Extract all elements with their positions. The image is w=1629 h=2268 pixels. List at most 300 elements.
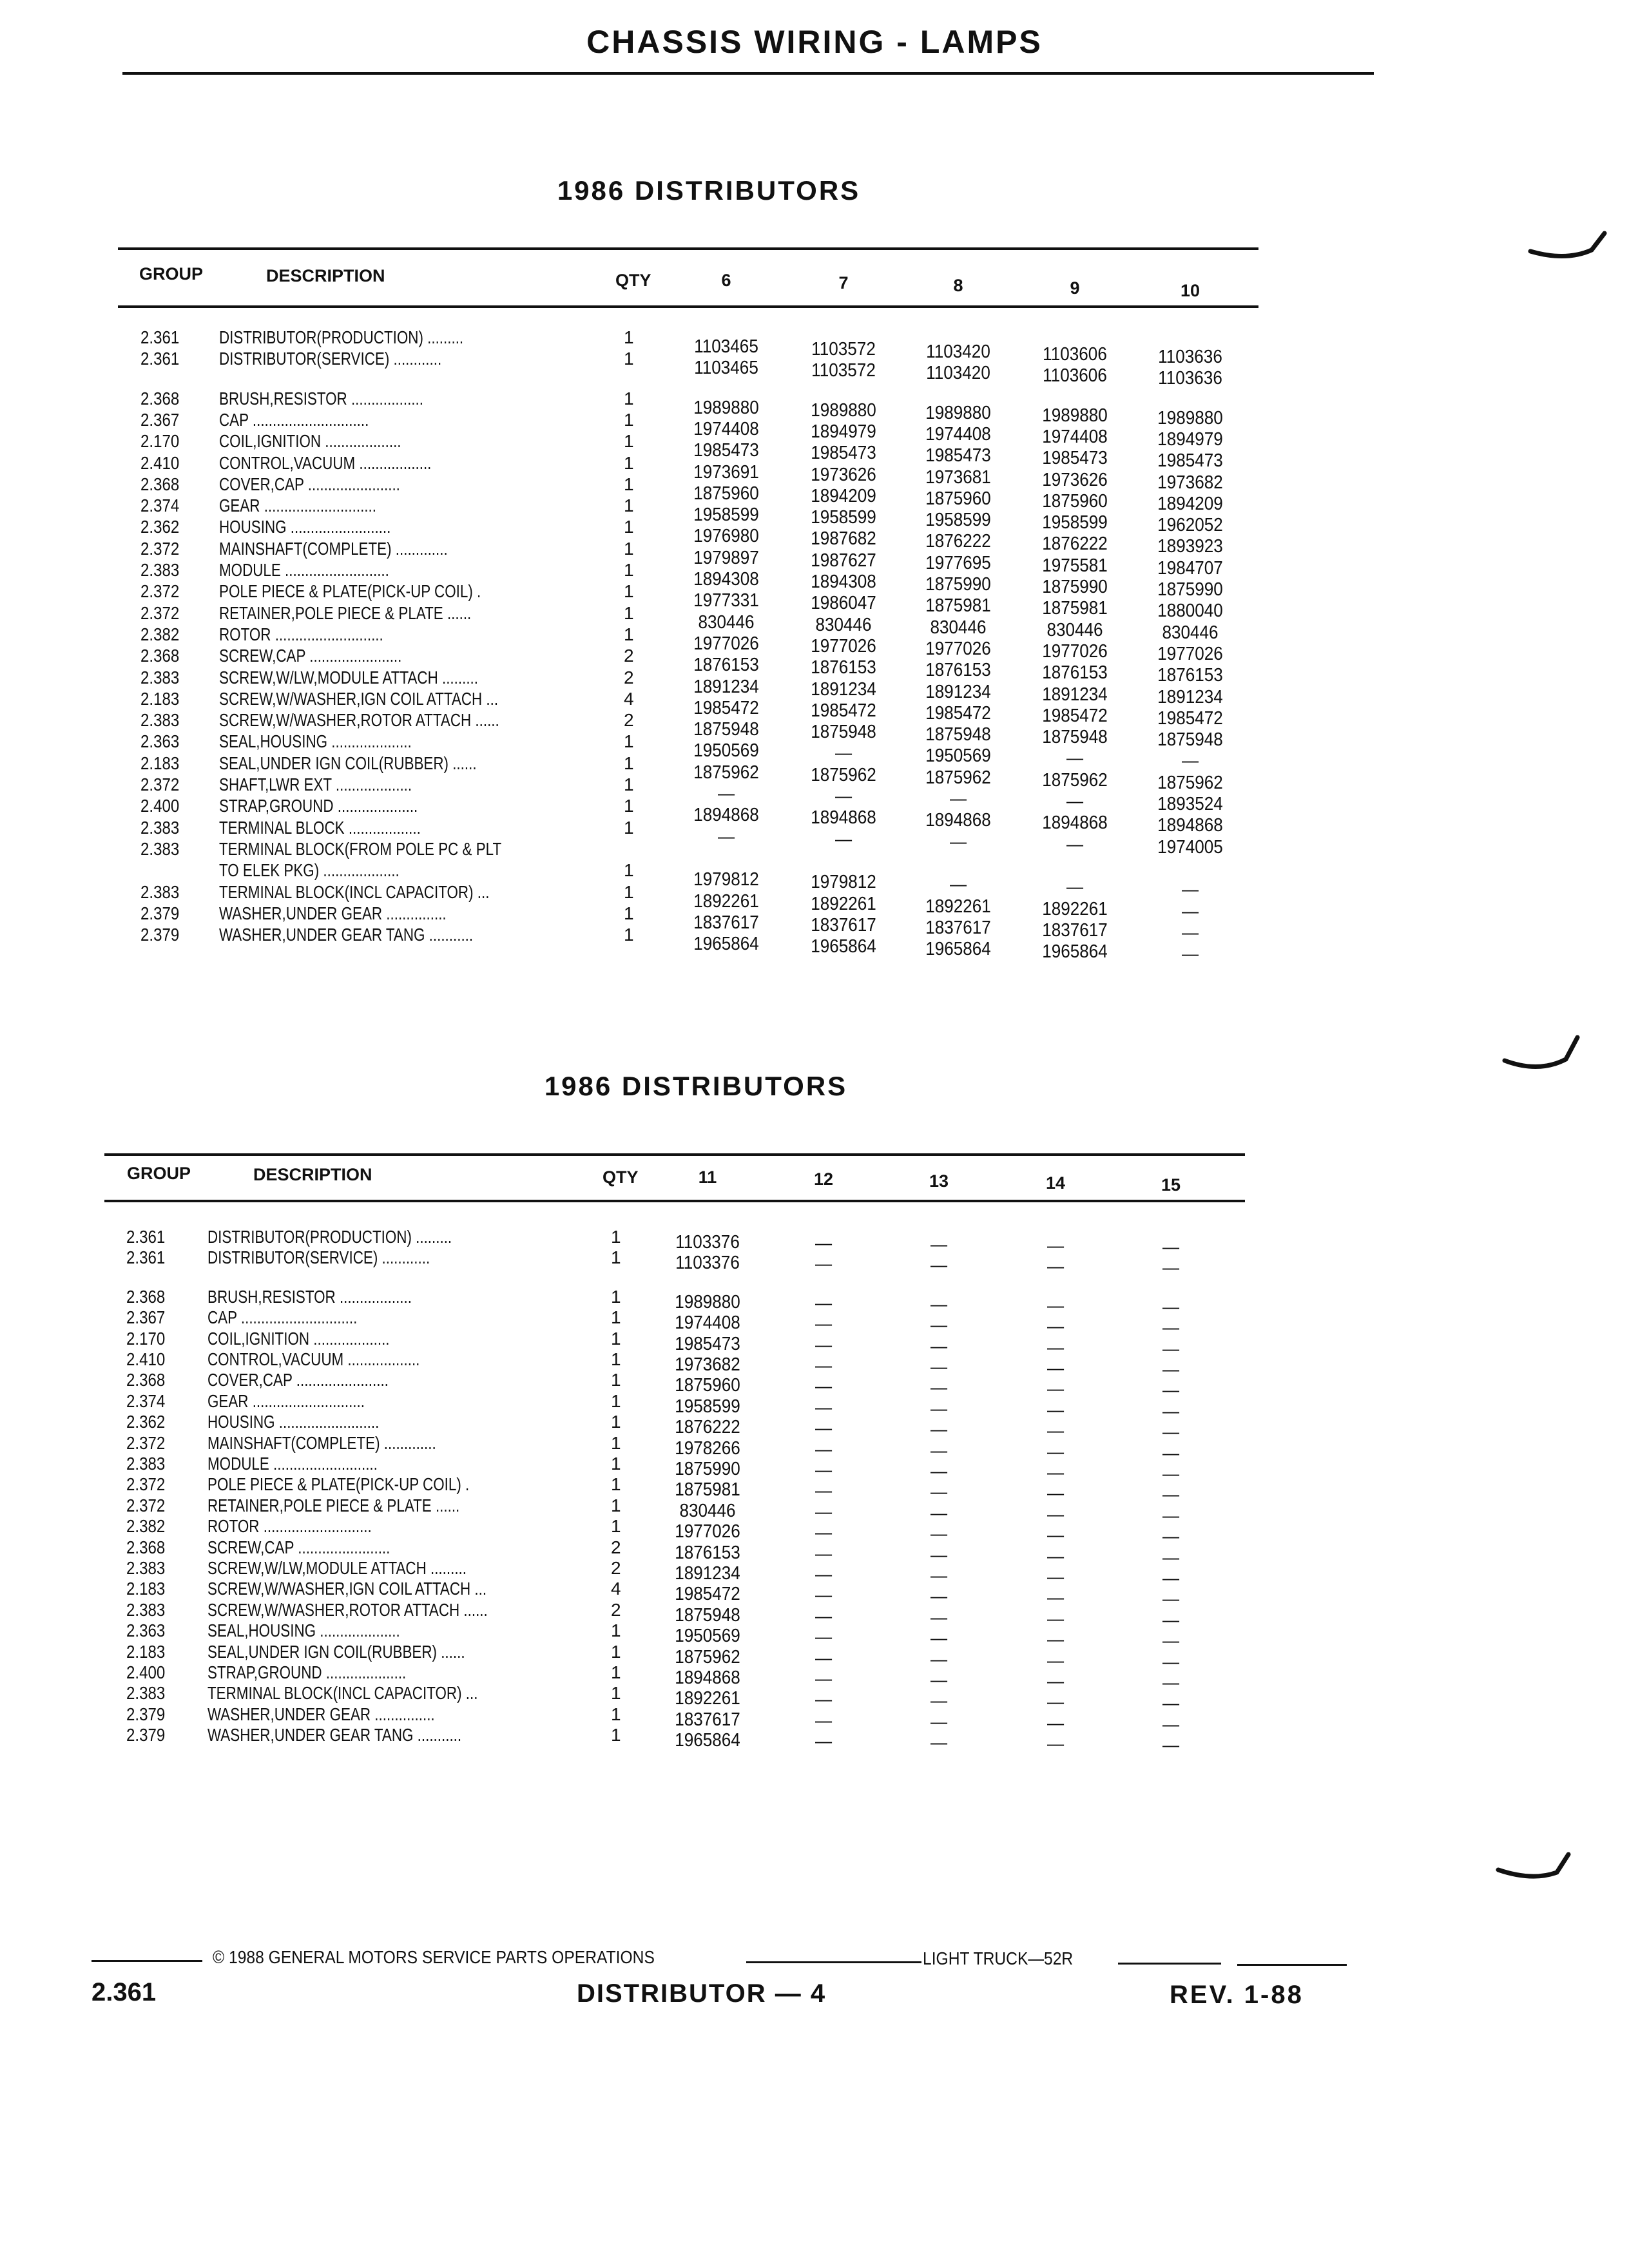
group-code: 2.368 [126,1286,166,1307]
table-2-title: 1986 DISTRIBUTORS [544,1071,848,1101]
part-qty: 1 [611,1641,621,1662]
part-number: 1950569 [925,745,991,767]
part-description: WASHER,UNDER GEAR TANG ........... [219,925,474,945]
part-number: 1973626 [1042,469,1108,490]
part-number: 1103606 [1043,344,1107,365]
group-code: 2.367 [140,409,180,430]
footer-copyright: © 1988 GENERAL MOTORS SERVICE PARTS OPERATIONS [213,1947,655,1967]
part-number: — [815,1314,833,1335]
group-code: 2.383 [126,1599,166,1620]
part-number: 1894308 [811,572,876,592]
part-number: 1103376 [675,1232,740,1253]
part-qty: 1 [611,1307,621,1328]
part-description: STRAP,GROUND .................... [207,1662,407,1682]
part-number: 1894868 [675,1667,740,1688]
part-number: — [815,1564,833,1585]
part-number: — [930,1566,948,1586]
part-number: 1103606 [1043,365,1107,387]
part-number: — [949,874,967,896]
footer-series: LIGHT TRUCK—52R [923,1948,1074,1968]
part-number: — [930,1628,948,1649]
part-description: SEAL,HOUSING .................... [219,731,412,752]
part-number: — [1162,1422,1180,1443]
part-number: — [1162,1296,1180,1318]
table-2-col-header: 14 [1045,1173,1066,1193]
part-qty: 1 [611,1370,621,1390]
part-number: 1892261 [675,1688,740,1709]
part-description: ROTOR ........................... [207,1516,372,1537]
part-description: SCREW,W/LW,MODULE ATTACH ......... [219,667,478,687]
part-number: — [1162,1610,1180,1631]
group-code: 2.183 [126,1579,166,1599]
part-number: 1103420 [926,363,990,384]
part-description: ROTOR ........................... [219,624,383,644]
part-qty: 1 [611,1227,621,1247]
part-qty: 1 [624,925,634,945]
group-code: 2.361 [126,1227,166,1247]
table-row [0,1247,1629,1279]
part-number: — [1162,1338,1180,1360]
table-1-col-header: 9 [1070,278,1080,298]
footer-rule [746,1961,921,1963]
part-number: — [930,1691,948,1712]
part-number: 1837617 [693,912,759,933]
part-number: — [1046,1734,1065,1755]
page-title: CHASSIS WIRING - LAMPS [586,24,1043,60]
part-description: SCREW,W/WASHER,IGN COIL ATTACH ... [219,688,499,709]
part-number: — [815,1334,833,1356]
part-number: — [815,1397,833,1418]
part-description: WASHER,UNDER GEAR ............... [207,1704,435,1724]
part-number: 1987682 [811,528,876,550]
part-qty: 2 [624,710,634,731]
part-qty: 1 [624,881,634,902]
part-number: — [815,1481,833,1502]
part-number: — [930,1586,948,1608]
part-description: SEAL,HOUSING .................... [207,1620,400,1641]
group-code: 2.362 [140,517,180,537]
part-number: 1875960 [925,488,991,509]
part-number: — [815,1627,833,1648]
group-code: 2.372 [140,774,180,794]
part-number: — [834,743,853,764]
part-number: 1103465 [694,336,758,357]
part-qty: 2 [624,646,634,666]
part-number: 1875948 [811,722,876,743]
part-number: — [815,1501,833,1523]
part-number: — [930,1607,948,1628]
part-number: — [1162,1673,1180,1693]
part-number: 830446 [930,617,987,638]
part-number: 1876222 [1042,533,1108,555]
part-number: 1985472 [1042,705,1108,726]
part-number: 1875990 [925,574,991,595]
part-description: MAINSHAFT(COMPLETE) ............. [219,538,448,559]
part-number: — [949,789,967,809]
part-number: — [1162,1401,1180,1422]
part-number: — [815,1376,833,1398]
group-code: 2.368 [140,646,180,666]
part-number: 1974408 [925,423,991,445]
part-number: — [815,1543,833,1564]
part-qty: 1 [624,517,634,537]
group-code: 2.372 [126,1474,166,1495]
part-number: — [1162,1443,1180,1464]
group-code: 2.383 [126,1683,166,1704]
part-description: COIL,IGNITION ................... [207,1328,390,1349]
part-number: — [815,1460,833,1481]
group-code: 2.361 [140,327,180,347]
part-qty: 1 [611,1516,621,1537]
table-2-header-rule [104,1200,1245,1202]
group-code: 2.374 [126,1390,166,1411]
part-number: 1958599 [693,505,759,526]
part-qty: 1 [624,796,634,816]
part-number: — [1181,922,1199,943]
table-row [0,1662,1629,1693]
part-number: — [1046,1608,1065,1629]
part-number: 1103376 [675,1253,740,1274]
part-number: — [815,1439,833,1460]
part-number: 1891234 [1042,684,1108,705]
part-number: 1103420 [926,341,990,362]
part-description: BRUSH,RESISTOR .................. [219,388,423,408]
part-number: — [1046,1463,1065,1483]
part-description: POLE PIECE & PLATE(PICK-UP COIL) . [219,581,481,602]
part-qty: 1 [624,452,634,473]
part-number: — [930,1294,948,1315]
part-description: HOUSING ......................... [219,517,391,537]
part-number: 1985472 [675,1584,740,1605]
group-code: 2.367 [126,1307,166,1328]
part-qty: 1 [624,602,634,623]
part-number: 830446 [698,611,755,633]
part-number: — [1046,1316,1065,1338]
part-number: — [930,1255,948,1276]
part-number: 1976980 [693,526,759,547]
part-qty: 1 [611,1349,621,1369]
part-number: 1875960 [675,1375,740,1396]
part-number: — [1181,751,1199,772]
part-number: 1965864 [693,934,759,955]
part-number: 1894979 [1157,428,1223,450]
part-number: — [930,1711,948,1733]
check-mark-icon [1495,1849,1579,1888]
part-number: — [834,829,853,850]
part-number: — [1162,1318,1180,1339]
part-number: 1875962 [675,1646,740,1667]
part-number: 1989880 [675,1291,740,1312]
part-number: 1965864 [811,936,876,957]
table-2-col-header: 12 [813,1169,834,1189]
part-number: 1985472 [693,697,759,718]
group-code: 2.183 [140,688,180,709]
part-qty: 1 [611,1286,621,1307]
title-rule [122,72,1374,75]
group-code: 2.379 [126,1725,166,1745]
part-number: 1977026 [1042,640,1108,662]
part-number: 1894868 [1157,815,1223,836]
part-number: 1965864 [675,1730,740,1751]
part-description: COVER,CAP ....................... [219,474,400,494]
part-description: CAP ............................. [207,1307,358,1328]
part-number: — [930,1733,948,1754]
part-number: — [1046,1692,1065,1713]
group-code: 2.183 [140,753,180,773]
part-number: 1876222 [675,1417,740,1438]
footer-group-code: 2.361 [92,1978,157,2006]
part-number: 1875948 [925,724,991,745]
part-number: 1891234 [675,1563,740,1584]
part-number: 1837617 [1042,919,1108,941]
part-qty: 1 [624,409,634,430]
part-qty: 1 [611,1683,621,1704]
part-qty: 1 [624,817,634,838]
part-number: 1875990 [675,1459,740,1479]
part-number: 1985472 [1157,707,1223,729]
part-qty: 1 [611,1247,621,1268]
part-number: — [1046,1441,1065,1463]
part-number: — [1046,1399,1065,1421]
part-number: 1965864 [1042,941,1108,963]
part-number: — [815,1585,833,1606]
group-code: 2.383 [126,1558,166,1578]
part-number: 1875990 [1042,577,1108,597]
part-number: 1958599 [925,510,991,531]
group-code: 2.372 [140,602,180,623]
part-number: 1977331 [693,590,759,611]
part-number: 1876153 [693,655,759,676]
part-number: — [930,1503,948,1524]
part-number: 1979897 [693,547,759,568]
part-number: — [1162,1547,1180,1568]
part-number: — [1162,1380,1180,1401]
part-description: SCREW,CAP ....................... [207,1537,390,1557]
part-number: 1985473 [693,440,759,461]
part-number: 1837617 [811,914,876,936]
group-code: 2.383 [140,838,180,859]
part-number: 1875981 [675,1479,740,1501]
part-number: 1875962 [693,762,759,783]
part-number: 1876153 [1157,665,1223,686]
part-number: 830446 [815,614,872,635]
part-description: SEAL,UNDER IGN COIL(RUBBER) ...... [207,1641,465,1662]
part-qty: 1 [624,327,634,347]
part-number: 1894209 [811,485,876,506]
part-qty: 1 [611,1390,621,1411]
part-number: 1979812 [693,869,759,890]
part-number: 1891234 [693,676,759,697]
part-number: 1103572 [811,339,876,360]
part-number: — [1046,1379,1065,1400]
part-number: 1989880 [1157,407,1223,428]
part-qty: 1 [624,349,634,369]
group-code: 2.170 [126,1328,166,1349]
part-qty: 1 [624,860,634,881]
part-number: — [1162,1526,1180,1548]
part-number: 1987627 [811,550,876,571]
group-code: 2.372 [126,1495,166,1515]
part-description: TERMINAL BLOCK(FROM POLE PC & PLT [219,838,502,859]
part-number: — [1046,1504,1065,1525]
group-code: 2.383 [140,560,180,580]
part-number: 1880040 [1157,601,1223,622]
part-number: — [1162,1568,1180,1589]
part-number: — [1046,1358,1065,1379]
part-number: — [1046,1650,1065,1671]
part-qty: 4 [624,688,634,709]
part-number: 1103465 [694,358,758,379]
part-number: 1974408 [1042,426,1108,447]
part-number: 1974408 [693,418,759,439]
group-code: 2.372 [140,581,180,602]
part-number: — [930,1398,948,1419]
part-number: 1989880 [693,397,759,418]
group-code: 2.382 [140,624,180,644]
part-number: 1979812 [811,872,876,893]
part-number: 830446 [1162,622,1219,643]
table-1-col-header: 10 [1180,281,1200,300]
part-description: CONTROL,VACUUM .................. [219,452,432,473]
group-code: 2.383 [126,1454,166,1474]
part-number: 1837617 [675,1709,740,1730]
part-number: — [1066,791,1084,812]
table-1-title: 1986 DISTRIBUTORS [557,175,861,206]
table-1-col-header: 6 [721,271,731,290]
table-1-group-header: GROUP [139,264,204,284]
part-number: — [1162,1360,1180,1380]
part-number: — [930,1524,948,1545]
part-number: 1958599 [1042,512,1108,533]
part-number: 1875962 [1157,772,1223,793]
part-number: 1973682 [1157,472,1223,493]
group-code: 2.170 [140,431,180,452]
part-description: TERMINAL BLOCK(INCL CAPACITOR) ... [219,881,490,902]
part-number: — [930,1482,948,1503]
group-code: 2.400 [126,1662,166,1682]
part-number: 1973626 [811,464,876,485]
part-number: — [930,1357,948,1378]
part-number: 1978266 [675,1437,740,1459]
part-number: 1893524 [1157,794,1223,814]
part-number: 1875981 [1042,598,1108,619]
part-number: 1103636 [1158,347,1222,367]
part-number: — [1162,1631,1180,1652]
part-qty: 1 [624,538,634,559]
part-number: — [1046,1421,1065,1442]
part-description: STRAP,GROUND .................... [219,796,418,816]
part-number: — [1046,1483,1065,1504]
table-2-col-header: 13 [929,1171,949,1191]
part-description: WASHER,UNDER GEAR TANG ........... [207,1725,462,1745]
part-qty: 1 [624,731,634,752]
part-number: — [1181,879,1199,901]
part-number: — [1046,1546,1065,1567]
part-number: 1965864 [925,939,991,960]
group-code: 2.372 [140,538,180,559]
table-1-top-rule [118,247,1258,250]
part-number: 1973682 [675,1354,740,1375]
part-number: 1891234 [1157,686,1223,707]
part-number: 1892261 [811,893,876,914]
footer-rule [1118,1963,1221,1965]
group-code: 2.361 [140,349,180,369]
part-qty: 1 [624,560,634,580]
part-number: — [1181,944,1199,965]
footer-section: DISTRIBUTOR — 4 [577,1979,827,2008]
group-code: 2.368 [126,1537,166,1557]
group-code: 2.374 [140,495,180,516]
part-number: — [1046,1236,1065,1256]
part-description: MAINSHAFT(COMPLETE) ............. [207,1432,436,1453]
part-number: 1973691 [693,461,759,483]
table-row [0,836,1629,860]
part-number: 1875990 [1157,579,1223,600]
part-number: 1103636 [1158,368,1222,389]
part-qty: 1 [624,624,634,644]
part-number: 830446 [679,1500,736,1521]
part-number: — [815,1254,833,1275]
part-number: — [1046,1295,1065,1316]
part-number: 1876153 [925,660,991,681]
part-description: DISTRIBUTOR(SERVICE) ............ [207,1247,430,1268]
table-2-col-header: 11 [698,1168,717,1187]
part-description: HOUSING ......................... [207,1412,380,1432]
group-code: 2.379 [140,925,180,945]
part-number: — [1162,1735,1180,1756]
part-number: — [1181,901,1199,922]
part-number: 1950569 [693,740,759,762]
part-qty: 1 [624,753,634,773]
group-code: 2.368 [126,1370,166,1390]
group-code: 2.382 [126,1516,166,1537]
part-number: — [815,1710,833,1731]
part-description: COIL,IGNITION ................... [219,431,401,452]
part-description: TERMINAL BLOCK(INCL CAPACITOR) ... [207,1683,478,1704]
part-qty: 1 [624,474,634,494]
part-number: — [1162,1693,1180,1715]
part-number: — [815,1606,833,1627]
part-number: 1985473 [811,443,876,464]
group-code: 2.400 [140,796,180,816]
part-number: — [815,1648,833,1669]
part-number: — [717,783,735,804]
part-number: 1975581 [1042,555,1108,576]
part-number: 1875948 [1157,729,1223,751]
part-number: 1894979 [811,421,876,442]
part-description: SCREW,W/LW,MODULE ATTACH ......... [207,1558,467,1578]
part-number: 1977695 [925,552,991,573]
part-description: RETAINER,POLE PIECE & PLATE ...... [219,602,472,623]
part-description: SEAL,UNDER IGN COIL(RUBBER) ...... [219,753,477,773]
group-code: 2.383 [140,710,180,731]
part-description: DISTRIBUTOR(SERVICE) ............ [219,349,442,369]
part-qty: 1 [611,1662,621,1682]
part-number: 830446 [1046,619,1103,640]
part-description: SCREW,W/WASHER,ROTOR ATTACH ...... [207,1599,488,1620]
part-number: — [930,1440,948,1461]
part-number: — [1046,1525,1065,1546]
part-qty: 1 [624,431,634,452]
part-number: 1875962 [1042,769,1108,791]
part-description: TERMINAL BLOCK .................. [219,817,421,838]
part-number: — [1046,1671,1065,1692]
part-number: 1837617 [925,917,991,938]
part-description: GEAR ............................ [207,1390,365,1411]
part-description: SCREW,W/WASHER,ROTOR ATTACH ...... [219,710,499,731]
part-number: 1894868 [693,805,759,826]
part-number: 1985473 [925,445,991,466]
